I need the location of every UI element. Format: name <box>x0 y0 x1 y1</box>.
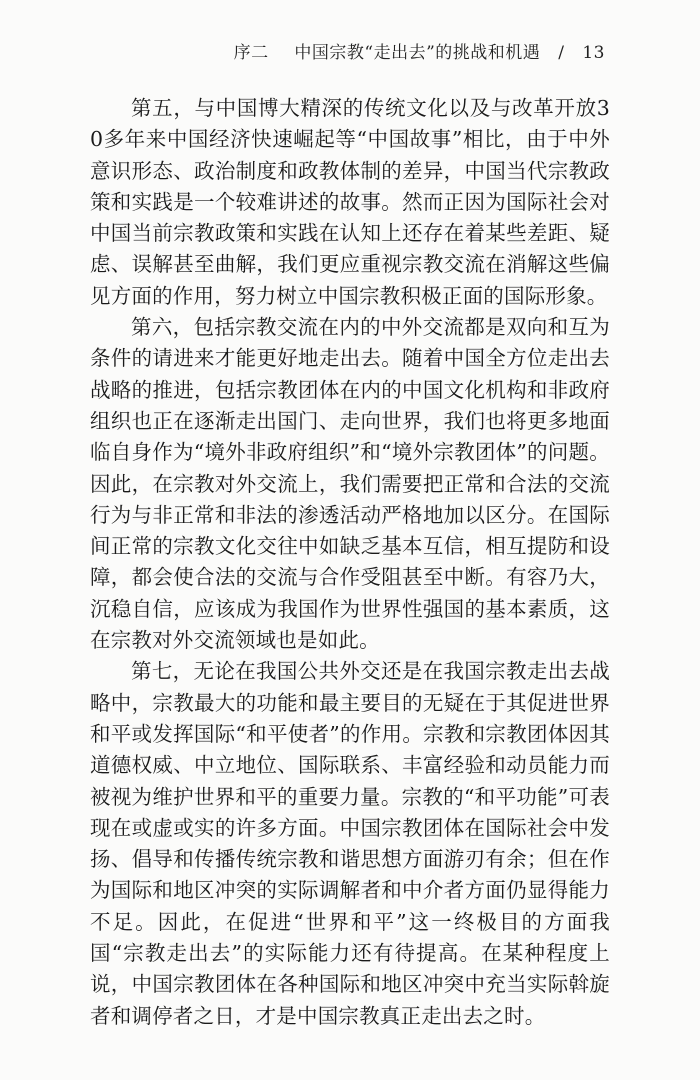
paragraph-fifth: 第五，与中国博大精深的传统文化以及与改革开放30多年来中国经济快速崛起等“中国故事”相比，由于中外意识形态、政治制度和政教体制的差异，中国当代宗教政策和实践是一个较难讲述的故事。然而正因为国际社会对中国当前宗教政策和实践在认知上还存在着某些差距、疑虑、误解甚至曲解，我们更应重视宗教交流在消解这些偏见方面的作用，努力树立中国宗教积极正面的国际形象。 <box>90 96 610 308</box>
chapter-title: 中国宗教“走出去”的挑战和机遇 <box>294 43 541 63</box>
running-header <box>234 38 605 63</box>
body-text <box>90 93 610 1032</box>
header-separator: / <box>558 43 565 63</box>
page-number: 13 <box>582 43 605 63</box>
paragraph-sixth: 第六，包括宗教交流在内的中外交流都是双向和互为条件的请进来才能更好地走出去。随着中国全方位走出去战略的推进，包括宗教团体在内的中国文化机构和非政府组织也正在逐渐走出国门、走向世界，我们也将更多地面临自身作为“境外非政府组织”和“境外宗教团体”的问题。因此，在宗教对外交流上，我们需要把正常和合法的交流行为与非正常和非法的渗透活动严格地加以区分。在国际间正常的宗教文化交往中如缺乏基本互信，相互提防和设障，都会使合法的交流与合作受阻甚至中断。有容乃大，沉稳自信，应该成为我国作为世界性强国的基本素质，这在宗教对外交流领域也是如此。 <box>90 315 610 653</box>
paragraph-seventh: 第七，无论在我国公共外交还是在我国宗教走出去战略中，宗教最大的功能和最主要目的无疑在于其促进世界和平或发挥国际“和平使者”的作用。宗教和宗教团体因其道德权威、中立地位、国际联系、丰富经验和动员能力而被视为维护世界和平的重要力量。宗教的“和平功能”可表现在或虚或实的许多方面。中国宗教团体在国际社会中发扬、倡导和传播传统宗教和谐思想方面游刃有余；但在作为国际和地区冲突的实际调解者和中介者方面仍显得能力不足。因此，在促进“世界和平”这一终极目的方面我国“宗教走出去”的实际能力还有待提高。在某种程度上说，中国宗教团体在各种国际和地区冲突中充当实际斡旋者和调停者之日，才是中国宗教真正走出去之时。 <box>90 659 610 1028</box>
chapter-label: 序二 <box>233 43 269 63</box>
